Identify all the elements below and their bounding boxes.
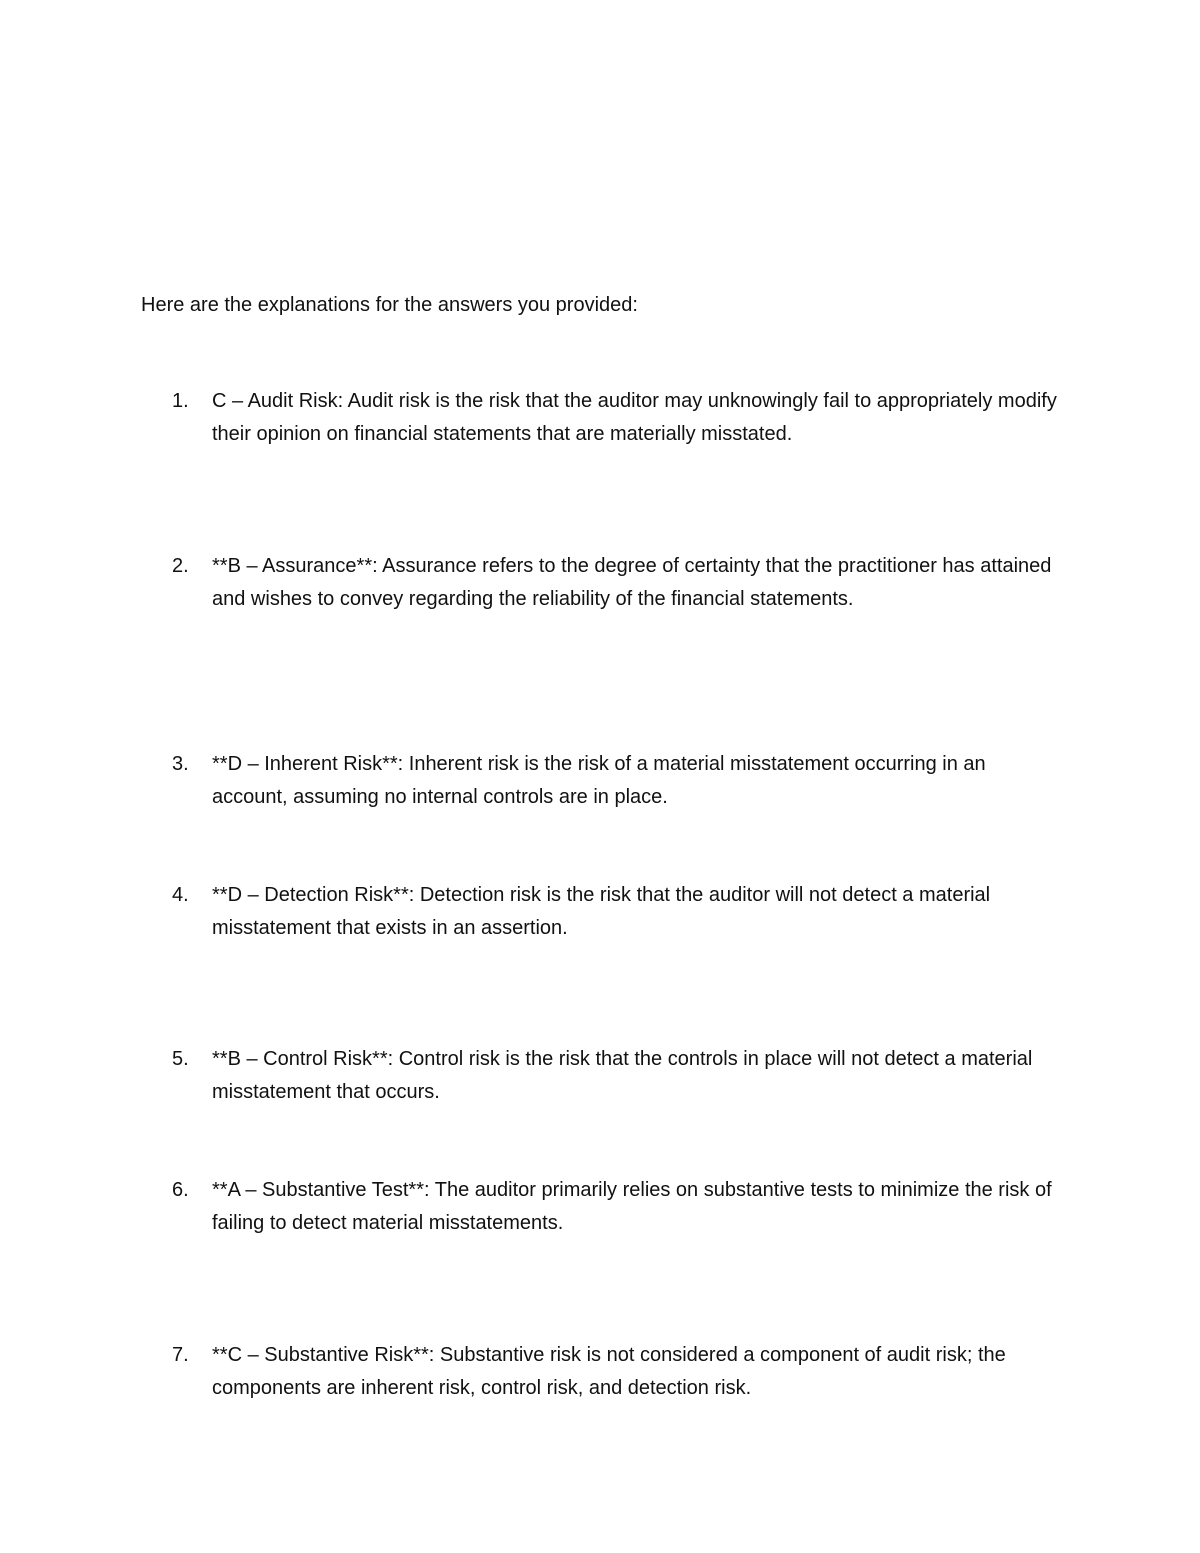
list-item-text: **B – Control Risk**: Control risk is the risk that the controls in place will not detect a material misstatement that occurs. [212,1048,1033,1103]
list-item-number: 1. [172,390,189,412]
list-item-text: C – Audit Risk: Audit risk is the risk that the auditor may unknowingly fail to appropriately modify their opinion on financial statements that are materially misstated. [212,390,1057,445]
list-item-number: 6. [172,1179,189,1201]
list-item-text: **D – Detection Risk**: Detection risk is the risk that the auditor will not detect a material misstatement that exists in an assertion. [212,884,991,939]
list-item-number: 4. [172,884,189,906]
intro-text: Here are the explanations for the answers you provided: [141,294,638,316]
list-item-number: 3. [172,753,189,775]
list-item-text: **C – Substantive Risk**: Substantive risk is not considered a component of audit risk; the components are inherent risk, control risk, and detection risk. [212,1344,1006,1399]
list-item-text: **D – Inherent Risk**: Inherent risk is the risk of a material misstatement occurring in an account, assuming no internal controls are in place. [212,753,986,808]
list-item-number: 5. [172,1048,189,1070]
list-item-number: 7. [172,1344,189,1366]
list-item-text: **A – Substantive Test**: The auditor primarily relies on substantive tests to minimize the risk of failing to detect material misstatements. [212,1179,1052,1234]
list-item-number: 2. [172,555,189,577]
list-item-text: **B – Assurance**: Assurance refers to the degree of certainty that the practitioner has attained and wishes to convey regarding the reliability of the financial statements. [212,555,1052,610]
